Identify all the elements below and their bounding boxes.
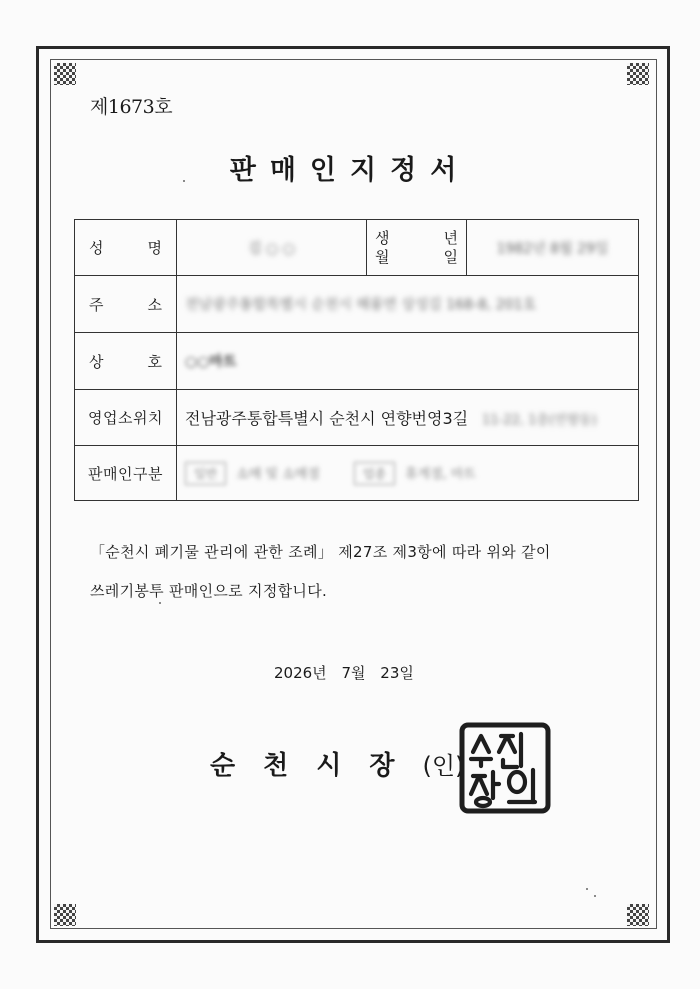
title-char: 서	[430, 155, 471, 186]
address-label-cell	[75, 276, 177, 333]
issuer-char: 장	[369, 751, 423, 781]
issuer-char: 시	[316, 751, 370, 781]
location-value: 전남광주통합특별시 순천시 연향번영3길	[185, 409, 469, 428]
title-char: 판	[229, 155, 270, 186]
table-row-location	[75, 390, 639, 446]
business-name-label-char: 상	[89, 352, 104, 371]
name-value-cell	[177, 220, 367, 276]
table-row-address	[75, 276, 639, 333]
corner-ornament-top-right	[627, 63, 649, 85]
table-row-category	[75, 446, 639, 501]
category-chip: 업종	[354, 462, 395, 485]
issuer-title	[210, 745, 464, 782]
location-value-cell	[177, 390, 639, 446]
category-text: 소매 및 소매점	[236, 466, 320, 482]
name-label-cell	[75, 220, 177, 276]
document-number: 제1673호	[90, 96, 173, 118]
issue-day: 23일	[380, 664, 414, 682]
title-char: 정	[390, 155, 431, 186]
business-name-label-cell	[75, 333, 177, 390]
title-char: 지	[350, 155, 391, 186]
birth-label-char: 년	[443, 228, 458, 247]
birth-label-char: 생	[375, 228, 390, 247]
seal-mark: (인)	[422, 752, 465, 780]
location-value-hidden: 11-22, 1층(연향동)	[482, 413, 597, 428]
table-row-name	[75, 220, 639, 276]
birth-label-cell	[367, 220, 467, 276]
issue-date	[274, 662, 424, 683]
business-name-value-cell	[177, 333, 639, 390]
address-value: 전남광주통합특별시 순천시 해룡면 상성길 168-8, 201호	[185, 297, 537, 313]
name-value: 김 ○ ○	[248, 240, 295, 257]
birth-value-cell	[467, 220, 639, 276]
category-chip: 일반	[185, 462, 226, 485]
category-text: 휴게점, 마트	[405, 466, 477, 482]
name-label-char: 성	[89, 239, 104, 257]
birth-label-char: 일	[443, 247, 458, 266]
paper-speck	[159, 602, 161, 604]
location-label: 영업소위치	[88, 409, 163, 427]
corner-ornament-top-left	[54, 63, 76, 85]
category-label-cell	[75, 446, 177, 501]
official-seal-stamp	[459, 722, 551, 814]
paper-speck	[586, 888, 588, 890]
address-label-char: 주	[89, 295, 104, 314]
birth-value: 1982년 8월 29일	[496, 240, 609, 257]
issuer-char: 순	[210, 751, 264, 781]
document-title	[150, 148, 550, 187]
issuer-char: 천	[263, 751, 317, 781]
birth-label-char: 월	[375, 247, 390, 266]
paper-speck	[183, 180, 185, 182]
address-value-cell	[177, 276, 639, 333]
address-label-char: 소	[147, 295, 162, 314]
statement-line: 쓰레기봉투 판매인으로 지정합니다.	[90, 582, 328, 600]
issue-year: 2026년	[274, 664, 327, 682]
corner-ornament-bottom-right	[627, 904, 649, 926]
designation-statement	[90, 533, 630, 611]
business-name-label-char: 호	[147, 352, 162, 371]
statement-line: 「순천시 폐기물 관리에 관한 조례」 제27조 제3항에 따라 위와 같이	[90, 543, 551, 561]
category-value-cell	[177, 446, 639, 501]
info-table	[74, 219, 639, 501]
title-char: 인	[309, 155, 350, 186]
title-char: 매	[269, 155, 310, 186]
category-label: 판매인구분	[88, 464, 163, 483]
name-label-char: 명	[147, 239, 162, 257]
paper-speck	[594, 895, 596, 897]
corner-ornament-bottom-left	[54, 904, 76, 926]
table-row-business-name	[75, 333, 639, 390]
business-name-value: ○○마트	[185, 354, 237, 370]
issue-month: 7월	[341, 664, 366, 682]
location-label-cell	[75, 390, 177, 446]
